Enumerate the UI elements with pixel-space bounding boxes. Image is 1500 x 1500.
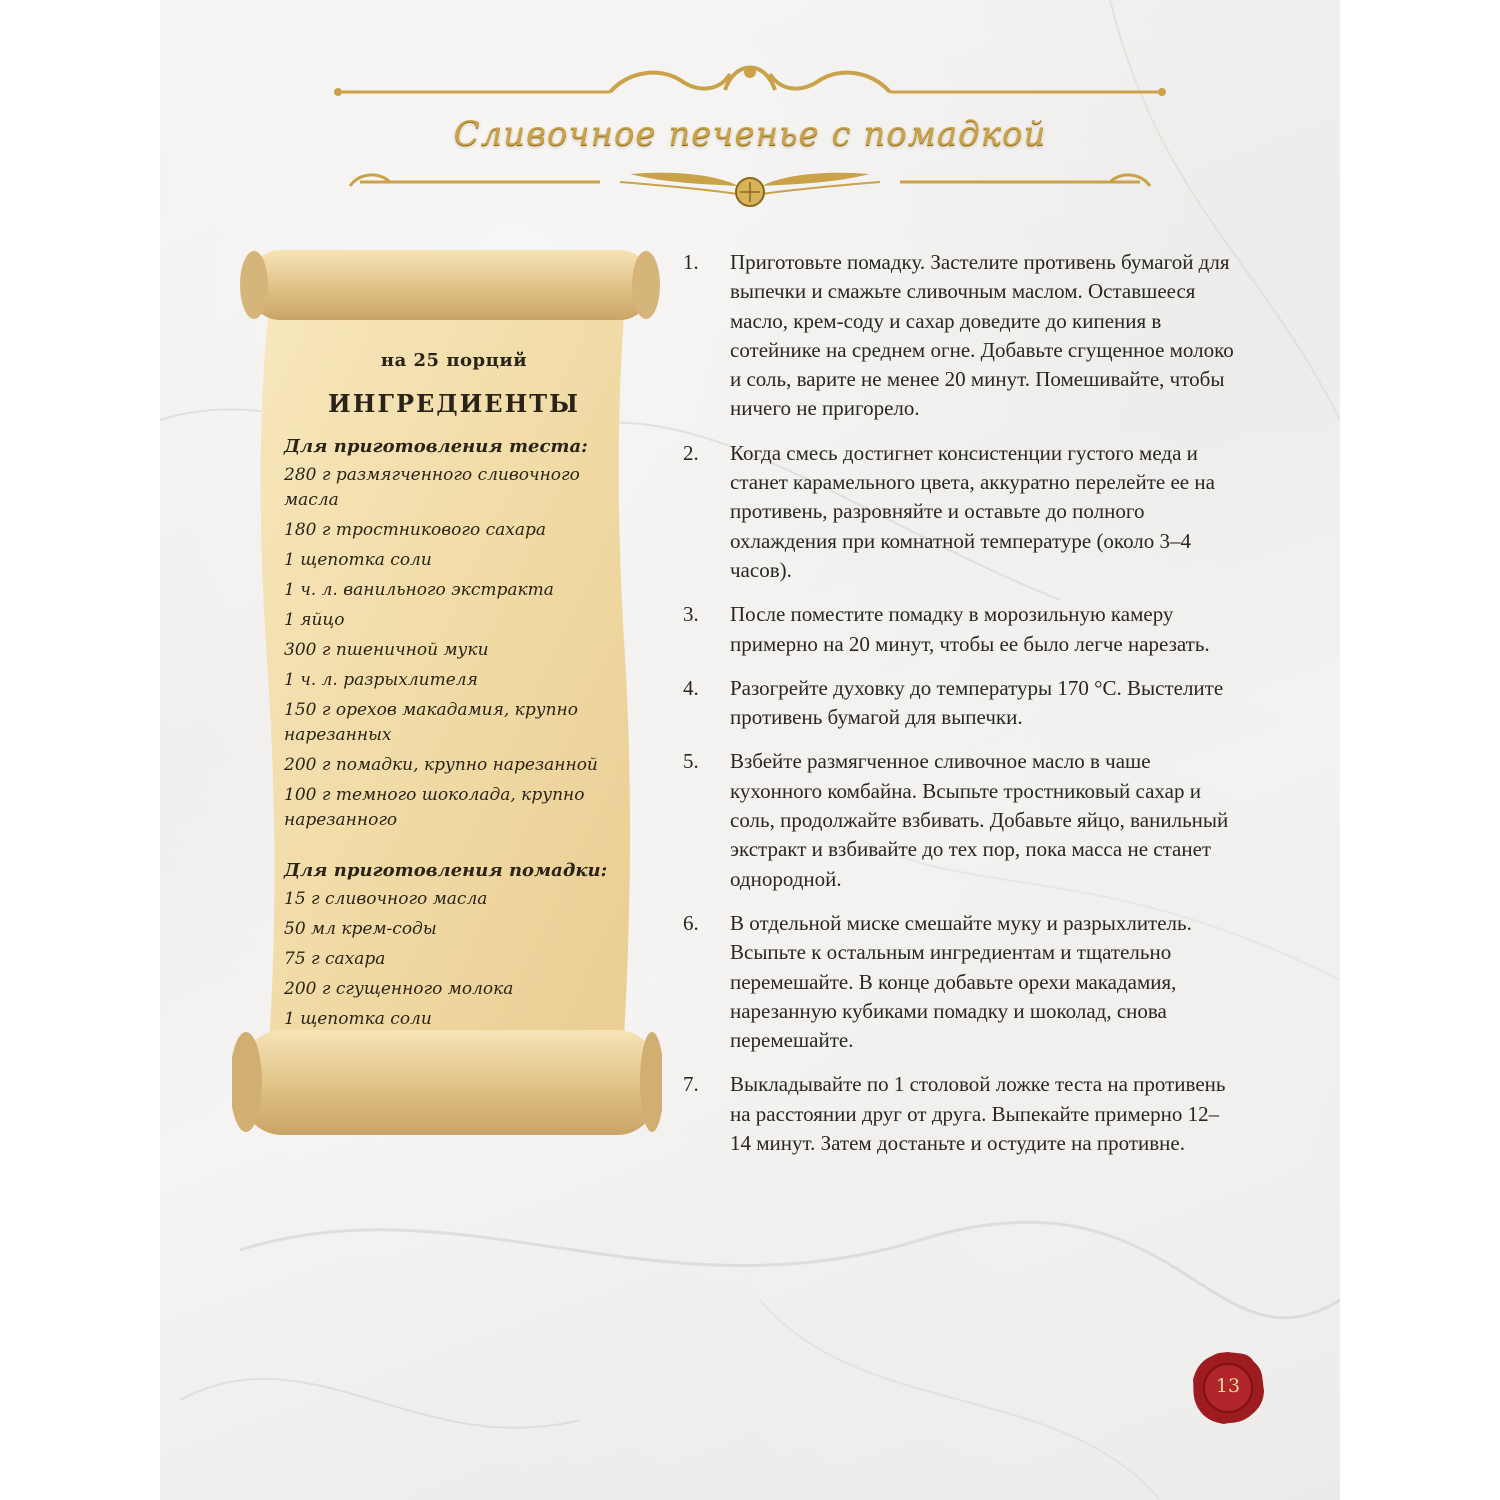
step-number: 5.	[683, 749, 699, 774]
ingredient-item: 1 ч. л. разрыхлителя	[284, 670, 478, 690]
dough-list	[284, 463, 624, 833]
ingredient-item: 1 щепотка соли	[284, 1009, 432, 1029]
ingredient-item: 50 мл крем-соды	[284, 919, 437, 939]
title-block	[330, 50, 1170, 220]
step-text: Взбейте размягченное сливочное масло в чаше кухонного комбайна. Всыпьте тростниковый сахар и соль, продолжайте взбивать. Добавьте яйцо, ванильный экстракт и взбивайте до тех пор, пока масса не станет однородной.	[730, 749, 1229, 891]
step-number: 6.	[683, 910, 699, 935]
step-number: 3.	[683, 602, 699, 627]
section-gap	[284, 838, 624, 860]
dough-heading: Для приготовления теста:	[284, 436, 588, 457]
fudge-heading: Для приготовления помадки:	[284, 860, 608, 881]
step-item	[683, 674, 1238, 733]
ingredient-item: 300 г пшеничной муки	[284, 640, 489, 660]
step-text: Разогрейте духовку до температуры 170 °С. Выстелите противень бумагой для выпечки.	[730, 675, 1224, 730]
ingredient-item: 200 г помадки, крупно нарезанной	[284, 755, 598, 775]
ingredient-item: 180 г тростникового сахара	[284, 520, 547, 540]
step-text: Выкладывайте по 1 столовой ложке теста на противень на расстоянии друг от друга. Выпекайте примерно 12–14 минут. Затем достаньте и остудите на противне.	[730, 1072, 1226, 1156]
ingredients-panel	[284, 350, 624, 1037]
step-item	[683, 909, 1238, 1055]
recipe-title: Сливочное печенье с помадкой	[453, 114, 1047, 154]
step-text: В отдельной миске смешайте муку и разрыхлитель. Всыпьте к остальным ингредиентам и тщательно перемешайте. В конце добавьте орехи макадамия, нарезанную кубиками помадку и шоколад, снова перемешайте.	[730, 910, 1192, 1053]
ingredient-item: 1 яйцо	[284, 610, 345, 630]
step-text: Когда смесь достигнет консистенции густого меда и станет карамельного цвета, аккуратно перелейте ее на противень, разровняйте и оставьте до полного охлаждения при комнатной температуре (около 3–4 часов).	[730, 440, 1215, 582]
ingredient-item: 1 ч. л. ванильного экстракта	[284, 580, 554, 600]
ingredient-item: 1 щепотка соли	[284, 550, 432, 570]
top-ornament-icon	[330, 50, 1170, 110]
step-item	[683, 1070, 1238, 1158]
ingredient-item: 280 г размягченного сливочного масла	[284, 465, 580, 510]
ingredients-heading: ИНГРЕДИЕНТЫ	[328, 389, 580, 418]
page-number: 13	[1215, 1375, 1241, 1397]
steps-list	[683, 248, 1238, 1173]
fudge-list	[284, 887, 624, 1032]
page	[160, 0, 1340, 1500]
step-item	[683, 600, 1238, 659]
step-number: 2.	[683, 440, 699, 465]
ingredient-item: 200 г сгущенного молока	[284, 979, 514, 999]
step-number: 1.	[683, 250, 699, 274]
step-item	[683, 248, 1238, 424]
ingredient-item: 150 г орехов макадамия, крупно нарезанных	[284, 700, 578, 745]
step-item	[683, 439, 1238, 585]
step-number: 4.	[683, 675, 699, 700]
step-text: После поместите помадку в морозильную камеру примерно на 20 минут, чтобы ее было легче нарезать.	[730, 602, 1210, 656]
ingredient-item: 15 г сливочного масла	[284, 889, 488, 909]
ingredient-item: 75 г сахара	[284, 949, 386, 969]
ingredient-item: 100 г темного шоколада, крупно нарезанного	[284, 785, 585, 830]
snitch-ornament-icon	[330, 162, 1170, 222]
servings-label: на 25 порций	[380, 350, 528, 371]
step-item	[683, 747, 1238, 893]
step-number: 7.	[683, 1072, 699, 1097]
step-text: Приготовьте помадку. Застелите противень бумагой для выпечки и смажьте сливочным маслом. Оставшееся масло, крем-соду и сахар доведите до кипения в сотейнике на среднем огне. Добавьте сгущенное молоко и соль, варите не менее 20 минут. Помешивайте, чтобы ничего не пригорело.	[730, 250, 1234, 421]
